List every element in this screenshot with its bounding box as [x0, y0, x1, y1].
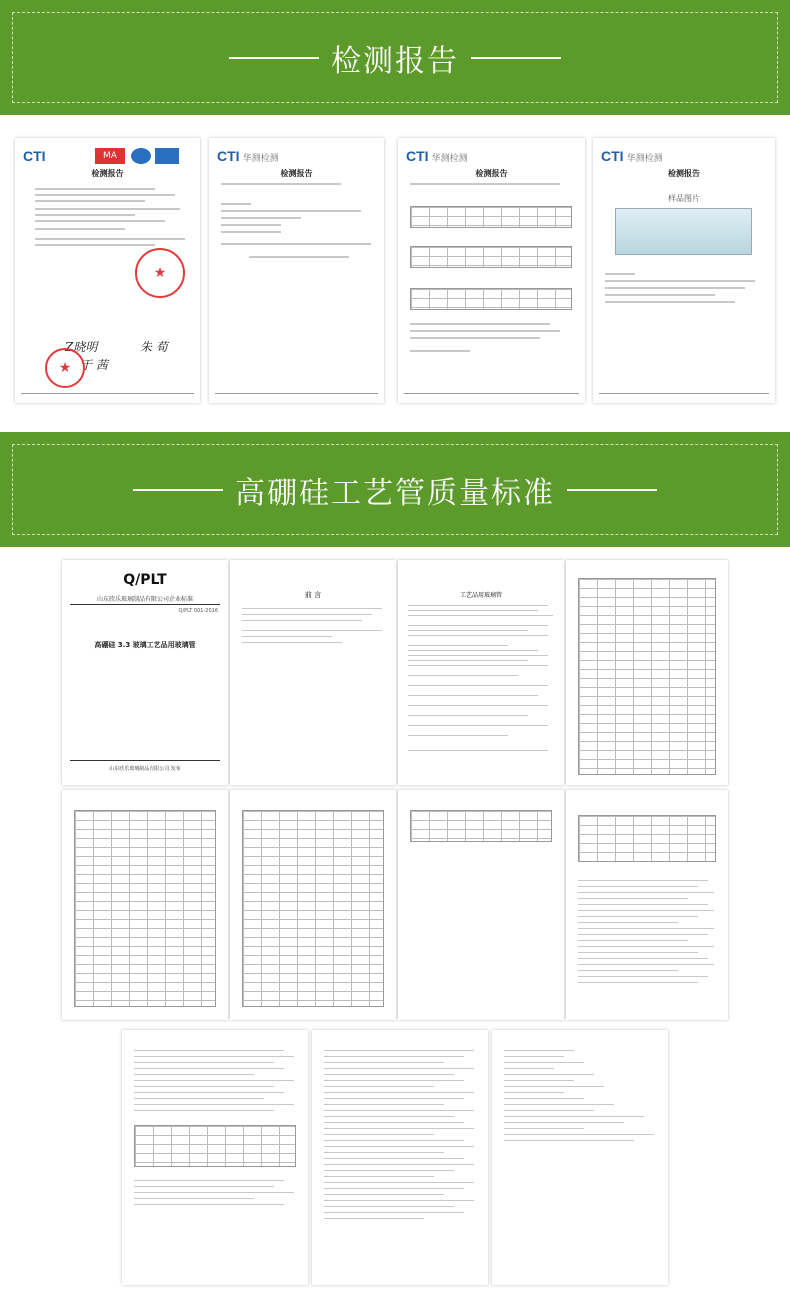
text-line — [408, 735, 508, 736]
text-line — [134, 1068, 284, 1069]
text-line — [324, 1116, 454, 1117]
spec-table — [578, 578, 716, 775]
text-line — [410, 337, 540, 339]
text-line — [134, 1204, 284, 1205]
text-line — [324, 1074, 454, 1075]
report-page-3 — [398, 138, 585, 403]
text-line — [408, 610, 538, 611]
page-title: 检测报告 — [668, 169, 700, 178]
cti-logo: CTI 华测检测 — [406, 148, 468, 164]
text-line — [408, 750, 548, 751]
text-line — [35, 228, 125, 230]
text-line — [410, 323, 550, 325]
text-line — [134, 1110, 274, 1111]
text-line — [408, 605, 548, 606]
text-line — [324, 1218, 424, 1219]
text-line — [504, 1116, 644, 1117]
text-line — [35, 200, 145, 202]
text-line — [578, 934, 708, 935]
text-line — [578, 982, 698, 983]
text-line — [134, 1186, 274, 1187]
text-line — [324, 1104, 444, 1105]
cti-logo: CTI — [23, 148, 46, 164]
text-line — [35, 188, 155, 190]
text-line — [578, 970, 678, 971]
text-line — [504, 1104, 614, 1105]
text-line — [504, 1098, 584, 1099]
signature: 朱 荀 — [140, 340, 168, 354]
sample-title: 样品图片 — [668, 194, 700, 203]
spec-table — [242, 810, 384, 1007]
text-line — [408, 725, 548, 726]
text-line — [242, 630, 382, 631]
standard-content-page — [122, 1030, 308, 1285]
text-line — [134, 1092, 284, 1093]
text-line — [324, 1110, 474, 1111]
text-line — [605, 273, 635, 275]
standard-cover-page — [62, 560, 228, 785]
text-line — [504, 1134, 654, 1135]
text-line — [35, 220, 165, 222]
text-line — [504, 1080, 574, 1081]
text-line — [324, 1062, 444, 1063]
text-line — [324, 1212, 464, 1213]
standard-code: Q/PLT — [123, 572, 167, 588]
publisher: 山东欣乐玻璃制品有限公司 发布 — [109, 766, 181, 772]
standard-preface-page — [230, 560, 396, 785]
sample-photo — [615, 208, 752, 255]
text-line — [324, 1086, 434, 1087]
text-line — [504, 1122, 624, 1123]
spec-table — [578, 815, 716, 862]
text-line — [578, 904, 708, 905]
text-line — [249, 256, 349, 258]
text-line — [504, 1056, 564, 1057]
text-line — [134, 1056, 294, 1057]
text-line — [410, 350, 470, 352]
text-line — [578, 898, 688, 899]
text-line — [504, 1140, 634, 1141]
text-line — [242, 642, 342, 643]
text-line — [215, 393, 378, 394]
text-line — [504, 1062, 584, 1063]
text-line — [324, 1194, 444, 1195]
text-line — [324, 1176, 434, 1177]
stamp-icon: ★ — [45, 348, 85, 388]
text-line — [134, 1198, 254, 1199]
ilac-icon — [131, 148, 151, 164]
text-line — [324, 1056, 464, 1057]
text-line — [408, 630, 528, 631]
text-line — [221, 217, 301, 219]
text-line — [134, 1080, 294, 1081]
text-line — [408, 695, 538, 696]
doc-number: Q/PLT 001-2016 — [178, 608, 218, 614]
text-line — [605, 294, 715, 296]
section-banner-standard — [0, 432, 790, 547]
text-line — [324, 1182, 474, 1183]
text-line — [221, 203, 251, 205]
text-line — [599, 393, 769, 394]
section-banner-reports — [0, 0, 790, 115]
report-page-2 — [209, 138, 384, 403]
text-line — [35, 208, 180, 210]
section-title: 检测报告 — [331, 43, 459, 79]
text-line — [408, 665, 548, 666]
report-page-cover — [15, 138, 200, 403]
results-table — [410, 206, 572, 228]
spec-table — [134, 1125, 296, 1167]
divider-line — [471, 57, 561, 59]
text-line — [408, 660, 528, 661]
text-line — [324, 1206, 454, 1207]
text-line — [408, 685, 548, 686]
text-line — [578, 928, 714, 929]
preface-title: 前 言 — [304, 591, 322, 599]
text-line — [578, 976, 708, 977]
text-line — [324, 1170, 454, 1171]
text-line — [410, 330, 560, 332]
text-line — [35, 238, 185, 240]
text-line — [408, 705, 548, 706]
signature: Z晓明 — [65, 340, 98, 354]
divider-line — [229, 57, 319, 59]
text-line — [70, 604, 220, 605]
text-line — [324, 1092, 474, 1093]
text-line — [578, 964, 714, 965]
text-line — [408, 715, 528, 716]
standard-table-page — [230, 790, 396, 1020]
cti-logo: CTI 华测检测 — [217, 148, 279, 164]
text-line — [242, 620, 362, 621]
text-line — [504, 1086, 604, 1087]
text-line — [134, 1192, 294, 1193]
text-line — [324, 1158, 464, 1159]
text-line — [134, 1074, 254, 1075]
text-line — [504, 1068, 554, 1069]
ma-icon: MA — [95, 148, 125, 164]
text-line — [324, 1140, 464, 1141]
text-line — [324, 1080, 464, 1081]
text-line — [324, 1128, 474, 1129]
page-title: 检测报告 — [91, 169, 124, 178]
text-line — [578, 910, 714, 911]
cti-logo: CTI 华测检测 — [601, 148, 663, 164]
text-line — [70, 760, 220, 761]
signature: 于 茜 — [80, 358, 108, 372]
text-line — [578, 922, 678, 923]
text-line — [504, 1074, 594, 1075]
text-line — [578, 886, 698, 887]
text-line — [504, 1092, 564, 1093]
text-line — [578, 880, 708, 881]
standard-content-page — [566, 790, 728, 1020]
text-line — [408, 625, 548, 626]
text-line — [221, 243, 371, 245]
text-line — [134, 1180, 284, 1181]
text-line — [408, 655, 548, 656]
text-line — [324, 1200, 474, 1201]
text-line — [221, 224, 281, 226]
text-line — [578, 946, 714, 947]
stamp-icon: ★ — [135, 248, 185, 298]
text-line — [410, 183, 560, 185]
text-line — [605, 287, 745, 289]
text-line — [408, 615, 553, 616]
results-table — [410, 246, 572, 268]
text-line — [578, 958, 708, 959]
standard-name: 高硼硅 3.3 玻璃工艺品用玻璃管 — [94, 641, 196, 649]
text-line — [324, 1098, 464, 1099]
spec-table — [410, 810, 552, 842]
text-line — [578, 892, 714, 893]
standard-content-page — [492, 1030, 668, 1285]
standard-content-page — [312, 1030, 488, 1285]
text-line — [242, 614, 372, 615]
divider-line — [567, 489, 657, 491]
text-line — [408, 645, 508, 646]
text-line — [605, 301, 735, 303]
page-title: 检测报告 — [475, 169, 508, 178]
standard-table-page — [566, 560, 728, 785]
text-line — [134, 1086, 274, 1087]
text-line — [324, 1122, 464, 1123]
text-line — [404, 393, 579, 394]
standard-table-page — [62, 790, 228, 1020]
text-line — [242, 636, 332, 637]
text-line — [324, 1146, 474, 1147]
text-line — [324, 1164, 474, 1165]
text-line — [578, 916, 698, 917]
standard-content-page — [398, 560, 564, 785]
text-line — [578, 940, 688, 941]
text-line — [504, 1050, 574, 1051]
text-line — [324, 1188, 464, 1189]
text-line — [324, 1134, 434, 1135]
text-line — [35, 214, 135, 216]
text-line — [504, 1110, 594, 1111]
text-line — [221, 231, 281, 233]
text-line — [408, 675, 518, 676]
results-table — [410, 288, 572, 310]
text-line — [35, 244, 155, 246]
text-line — [221, 183, 341, 185]
text-line — [242, 608, 382, 609]
cnas-icon — [155, 148, 179, 164]
text-line — [221, 210, 361, 212]
text-line — [134, 1062, 274, 1063]
text-line — [504, 1128, 584, 1129]
section-title: 工艺品用玻璃管 — [459, 592, 502, 599]
text-line — [578, 952, 698, 953]
text-line — [134, 1104, 294, 1105]
text-line — [324, 1152, 444, 1153]
section-title: 高硼硅工艺管质量标准 — [235, 475, 555, 511]
text-line — [35, 194, 175, 196]
company-name: 山东欣乐玻璃制品有限公司企业标准 — [96, 596, 193, 603]
text-line — [408, 635, 548, 636]
text-line — [134, 1050, 284, 1051]
standard-table-page — [398, 790, 564, 1020]
text-line — [134, 1098, 264, 1099]
page-title: 检测报告 — [280, 169, 313, 178]
text-line — [324, 1050, 474, 1051]
text-line — [408, 650, 538, 651]
text-line — [605, 280, 755, 282]
report-page-4 — [593, 138, 775, 403]
text-line — [21, 393, 194, 394]
spec-table — [74, 810, 216, 1007]
divider-line — [133, 489, 223, 491]
text-line — [324, 1068, 474, 1069]
